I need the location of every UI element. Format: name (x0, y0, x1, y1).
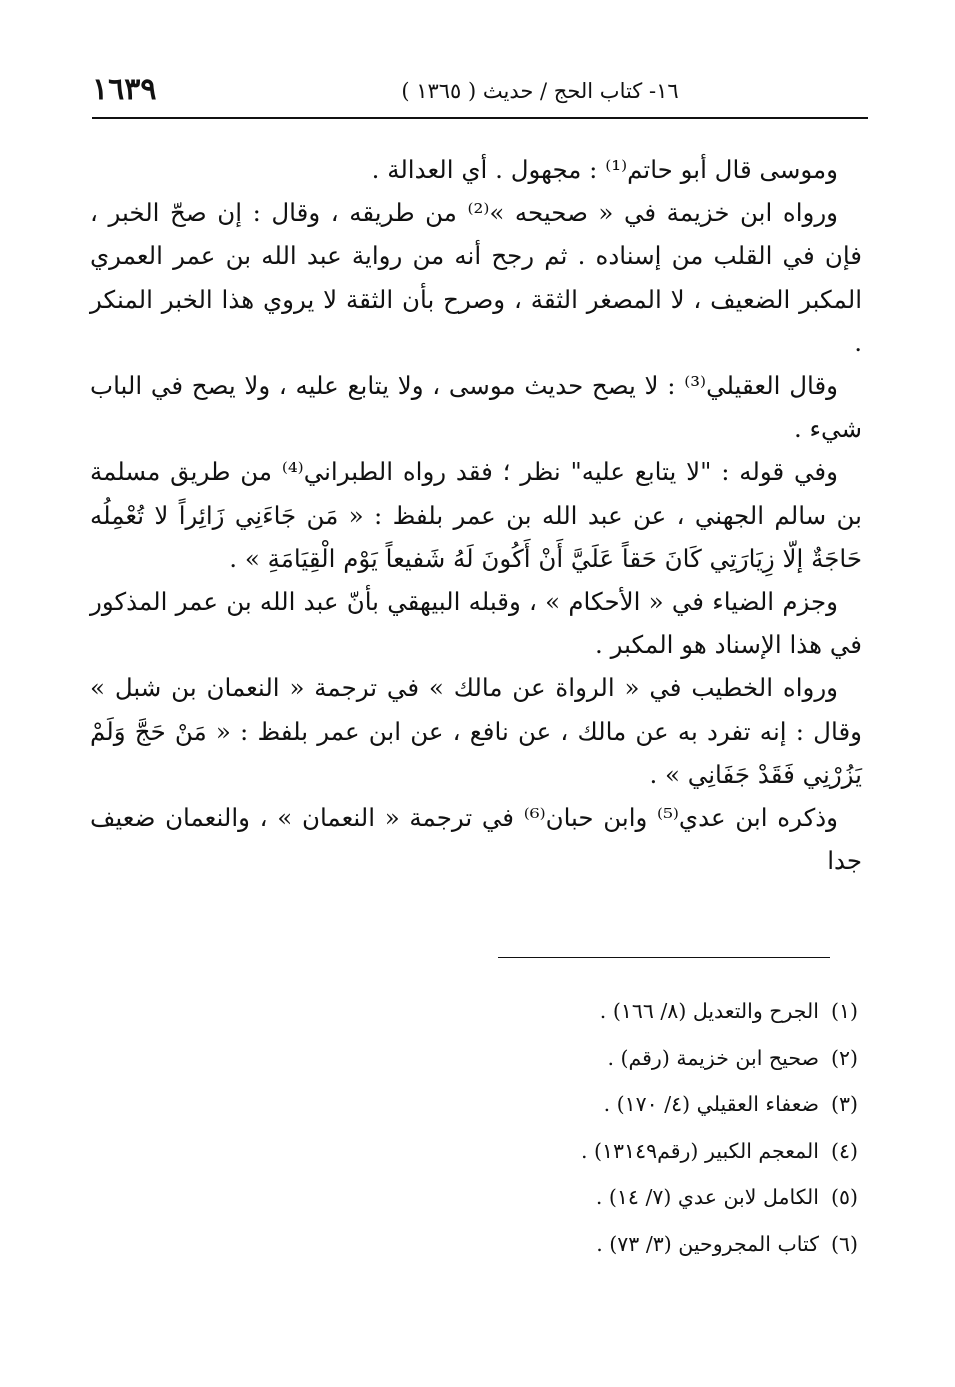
footnote-rule (498, 957, 830, 958)
paragraph: وموسى قال أبو حاتم⁽¹⁾ : مجهول . أي العدالة . (371, 155, 838, 184)
footnote-marker: (٣) (830, 1092, 858, 1116)
footnote-item (300, 1221, 858, 1268)
header-rule (92, 117, 868, 119)
footnote-text: كتاب المجروحين (٣/ ٧٣) . (596, 1231, 819, 1256)
paragraph: ورواه ابن خزيمة في « صحيحه »⁽²⁾ من طريقه ، وقال : إن صحّ الخبر ، فإن في القلب من إسناده . ثم رجح أنه من رواية عبد الله بن عمر العمري المكبر الضعيف ، لا المصغر الثقة ، وصرح بأن الثقة لا يروي هذا الخبر المنكر . (90, 198, 862, 357)
paragraph: وذكره ابن عدي⁽⁵⁾ وابن حبان⁽⁶⁾ في ترجمة « النعمان » ، والنعمان ضعيف جدا (90, 803, 862, 876)
page-header (92, 72, 868, 118)
footnote-text: صحيح ابن خزيمة (رقم) . (607, 1045, 819, 1070)
paragraph: وفي قوله : "لا يتابع عليه" نظر ؛ فقد رواه الطبراني⁽⁴⁾ من طريق مسلمة بن سالم الجهني ، عن عبد الله بن عمر بلفظ : « مَن جَاءَنِي زَائِراً لا تُعْمِلُه حَاجَةٌ إلّا زِيَارَتِي كَانَ حَقاً عَلَيَّ أَنْ أَكُونَ لَهُ شَفيعاً يَوْم الْقِيَامَةِ » . (90, 457, 862, 573)
page-number: ١٦٣٩ (92, 72, 157, 107)
footnotes (300, 988, 858, 1267)
footnote-text: الجرح والتعديل (٨/ ١٦٦) . (599, 999, 819, 1023)
footnote-item (300, 1081, 858, 1128)
footnote-item (300, 988, 858, 1035)
paragraph: وجزم الضياء في « الأحكام » ، وقبله البيهقي بأنّ عبد الله بن عمر المذكور في هذا الإسناد هو المكبر . (90, 587, 862, 660)
footnote-marker: (١) (830, 999, 858, 1023)
running-title: ١٦- كتاب الحج / حديث ( ١٣٦٥ ) (401, 79, 679, 103)
footnote-text: ضعفاء العقيلي (٤/ ١٧٠) . (603, 1092, 819, 1116)
footnote-marker: (٢) (830, 1045, 858, 1070)
footnote-item (300, 1035, 858, 1082)
paragraph: ورواه الخطيب في « الرواة عن مالك » في ترجمة « النعمان بن شبل » وقال : إنه تفرد به عن مالك ، عن نافع ، عن ابن عمر بلفظ : « مَنْ حَجَّ وَلَمْ يَزُرْنِي فَقَدْ جَفَانِي » . (90, 673, 862, 789)
footnote-marker: (٦) (830, 1231, 858, 1256)
footnote-marker: (٤) (830, 1138, 858, 1163)
footnote-text: الكامل لابن عدي (٧/ ١٤) . (595, 1185, 819, 1209)
footnote-item (300, 1174, 858, 1221)
footnote-item (300, 1128, 858, 1175)
footnote-text: المعجم الكبير (رقم١٣١٤٩) . (581, 1138, 819, 1163)
main-text (90, 148, 862, 882)
paragraph: وقال العقيلي⁽³⁾ : لا يصح حديث موسى ، ولا يتابع عليه ، ولا يصح في الباب شيء . (90, 371, 862, 444)
footnote-marker: (٥) (830, 1185, 858, 1209)
